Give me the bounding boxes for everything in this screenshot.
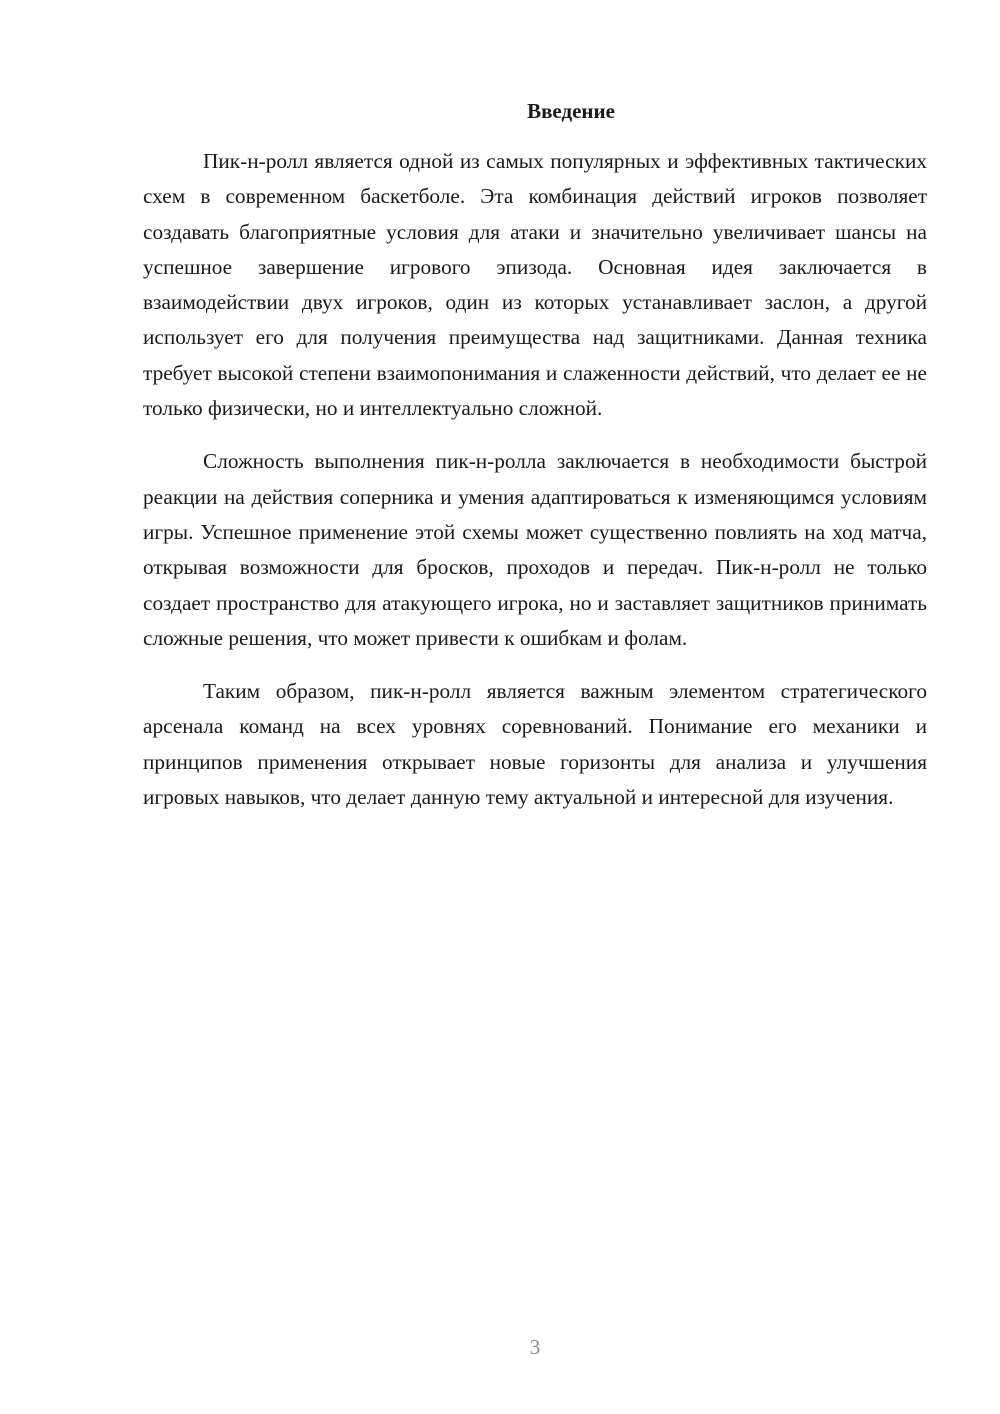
paragraph-2: Сложность выполнения пик-н-ролла заключается в необходимости быстрой реакции на действия соперника и умения адаптироваться к изменяющимся условиям игры. Успешное применение этой схемы может существенно повлиять на ход матча, открывая возможности для бросков, проходов и передач. Пик-н-ролл не только создает пространство для атакующего игрока, но и заставляет защитников принимать сложные решения, что может привести к ошибкам и фолам. [143, 449, 927, 650]
body-text [143, 144, 927, 833]
page-number: 3 [529, 1335, 541, 1359]
paragraph-3: Таким образом, пик-н-ролл является важным элементом стратегического арсенала команд на всех уровнях соревнований. Понимание его механики и принципов применения открывает новые горизонты для анализа и улучшения игровых навыков, что делает данную тему актуальной и интересной для изучения. [143, 679, 927, 810]
paragraph-1: Пик-н-ролл является одной из самых популярных и эффективных тактических схем в современном баскетболе. Эта комбинация действий игроков позволяет создавать благоприятные условия для атаки и значительно увеличивает шансы на успешное завершение игрового эпизода. Основная идея заключается в взаимодействии двух игроков, один из которых устанавливает заслон, а другой использует его для получения преимущества над защитниками. Данная техника требует высокой степени взаимопонимания и слаженности действий, что делает ее не только физически, но и интеллектуально сложной. [143, 149, 927, 421]
section-heading: Введение [527, 99, 615, 123]
